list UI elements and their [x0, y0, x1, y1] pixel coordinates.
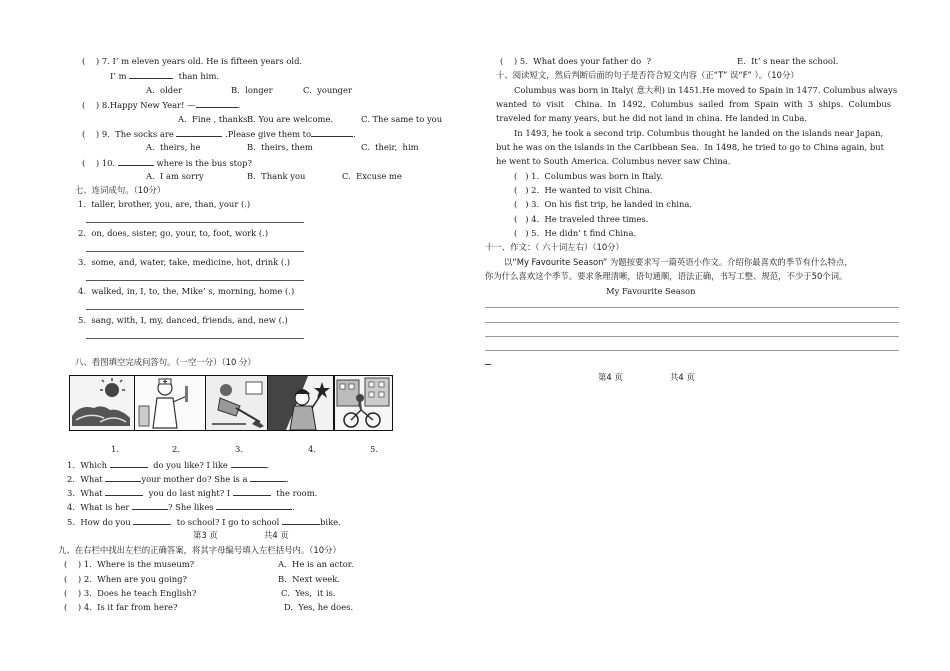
q7-stem: ( ) 7. I’ m eleven years old. He is fifteen years old. — [82, 56, 303, 66]
sec9-a3: C. Yes, it is. — [281, 588, 336, 598]
sec8-q1-c: . — [266, 460, 270, 470]
footer-total-3: 共4 页 — [264, 530, 289, 540]
q7-opt-b: B. longer — [231, 85, 273, 95]
pic-num-3: 3. — [235, 444, 243, 454]
footer-total-4: 共4 页 — [670, 372, 695, 382]
q8-blank[interactable] — [196, 98, 238, 108]
essay-line-5[interactable] — [485, 364, 491, 365]
pic-num-2: 2. — [172, 444, 180, 454]
sec7-item-4: 4. walked, in, I, to, the, Mike’ s, morning, home (.) — [78, 286, 295, 296]
sec10-para-5: but he was on the islands in the Caribbean Sea. In 1498, he tried to go to China again, but — [496, 142, 884, 152]
sec9-a1: A. He is an actor. — [278, 559, 354, 569]
sec8-q5 — [67, 515, 341, 528]
footer-page-4: 第4 页 — [598, 372, 623, 382]
q10-opt-c: C. Excuse me — [342, 171, 402, 181]
sec9-q5: ( ) 5. What does your father do ? — [500, 56, 652, 66]
sec7-item-1: 1. taller, brother, you, are, than, your (.) — [78, 199, 251, 209]
picture-4-singing-girl — [267, 375, 334, 431]
q9-blank-1[interactable] — [176, 127, 222, 137]
sec9-q1: ( ) 1. Where is the museum? — [64, 559, 195, 569]
sec9-a5: E. It’ s near the school. — [737, 56, 839, 66]
q10-stem-b: where is the bus stop? — [156, 158, 252, 168]
essay-line-3[interactable] — [485, 336, 899, 337]
sec10-item-3: ( ) 3. On his fist trip, he landed in china. — [514, 199, 693, 209]
sec8-q1 — [67, 458, 269, 471]
q8-opt-a: A. Fine , thanks. — [178, 114, 251, 124]
q10-stem-a: ( ) 10. — [82, 158, 116, 168]
q9-opt-a: A. theirs, he — [146, 142, 201, 152]
essay-line-2[interactable] — [485, 322, 899, 323]
sec9-a2: B. Next week. — [278, 574, 340, 584]
sec8-q4 — [67, 500, 295, 513]
sec8-q1-a: 1. Which — [67, 460, 108, 470]
sec8-q3-a: 3. What — [67, 488, 103, 498]
sec9-q2: ( ) 2. When are you going? — [64, 574, 187, 584]
q7-line2 — [110, 69, 219, 82]
sec8-q3-blank-2[interactable] — [233, 486, 271, 496]
sec8-q2-blank-2[interactable] — [250, 472, 286, 482]
q8-opt-c: C. The same to you — [361, 114, 443, 124]
sec8-q2 — [67, 472, 289, 485]
sec10-para-1: Columbus was born in Italy( 意大利) in 1451.He moved to Spain in 1477. Columbus always — [514, 85, 898, 95]
sec7-title: 七、连词成句。（10分） — [75, 185, 166, 195]
pic-num-4: 4. — [308, 444, 316, 454]
sec7-item-5: 5. sang, with, I, my, danced, friends, and, new (.) — [78, 315, 288, 325]
sec11-desc-2: 你为什么喜欢这个季节。要求条理清晰，语句通顺，语法正确，书写工整、规范，不少于50个词。 — [485, 271, 848, 281]
essay-line-1[interactable] — [485, 307, 899, 308]
sec10-item-5: ( ) 5. He didn’ t find China. — [514, 228, 637, 238]
q9-stem-a: ( ) 9. The socks are — [82, 129, 174, 139]
sec10-para-2: wanted to visit China. In 1492, Columbus sailed from Spain with 3 ships. Columbus — [496, 99, 892, 109]
sec8-q3-b: you do last night? I — [148, 488, 231, 498]
q7-line2a: I’ m — [110, 71, 127, 81]
sec8-q4-b: ? She likes — [168, 502, 214, 512]
sec8-q2-c: . — [286, 474, 289, 484]
sec8-q5-c: bike. — [320, 517, 341, 527]
picture-2-nurse — [134, 375, 206, 431]
sec8-q4-a: 4. What is her — [67, 502, 130, 512]
q9-opt-c: C. their, him — [361, 142, 419, 152]
picture-5-bike — [334, 375, 393, 431]
sec8-q1-blank-1[interactable] — [110, 458, 148, 468]
essay-line-4[interactable] — [485, 350, 899, 351]
q10-opt-b: B. Thank you — [247, 171, 306, 181]
sec7-answer-line-1[interactable] — [86, 222, 304, 223]
sec8-q3 — [67, 486, 317, 499]
q9-blank-2[interactable] — [311, 127, 353, 137]
sec7-answer-line-4[interactable] — [86, 309, 304, 310]
sec8-q5-blank-1[interactable] — [133, 515, 171, 525]
sec10-item-1: ( ) 1. Columbus was born in Italy. — [514, 171, 663, 181]
sec8-q2-b: your mother do? She is a — [141, 474, 248, 484]
essay-title: My Favourite Season — [606, 286, 696, 296]
sec8-q3-blank-1[interactable] — [105, 486, 143, 496]
sec11-title: 十一、作文：（ 六十词左右）（10分） — [485, 242, 624, 252]
q7-opt-a: A. older — [146, 85, 183, 95]
sec9-a4: D. Yes, he does. — [284, 602, 354, 612]
sec7-item-3: 3. some, and, water, take, medicine, hot, drink (.) — [78, 257, 291, 267]
sec8-q2-a: 2. What — [67, 474, 103, 484]
sec8-q5-blank-2[interactable] — [282, 515, 320, 525]
sec9-title: 九、在右栏中找出左栏的正确答案，将其字母编号填入左栏括号内。（10分） — [58, 545, 341, 555]
q8-opt-b: B. You are welcome. — [247, 114, 334, 124]
sec8-q5-a: 5. How do you — [67, 517, 131, 527]
sec8-q2-blank-1[interactable] — [105, 472, 141, 482]
sec10-item-2: ( ) 2. He wanted to visit China. — [514, 185, 653, 195]
sec7-answer-line-2[interactable] — [86, 251, 304, 252]
q10-stem-line — [82, 156, 252, 169]
q10-opt-a: A. I am sorry — [146, 171, 204, 181]
sec7-answer-line-5[interactable] — [86, 338, 304, 339]
sec11-desc-1: 以“My Favourite Season” 为题按要求写一篇英语小作文。介绍你最喜欢的季节有什么特点， — [504, 257, 853, 267]
pic-num-1: 1. — [111, 444, 119, 454]
sec8-q5-b: to school? I go to school — [176, 517, 280, 527]
sec10-title: 十、阅读短文，然后判断后面的句子是否符合短文内容（正“T” 误“F” ）。（10分） — [496, 70, 799, 80]
sec8-q4-blank-1[interactable] — [132, 500, 168, 510]
q8-stem-line: ( ) 8.Happy New Year! — . — [82, 100, 241, 110]
picture-3-cleaning — [205, 375, 268, 431]
q8-stem: ( ) 8.Happy New Year! — — [82, 100, 196, 110]
q7-opt-c: C. younger — [303, 85, 352, 95]
sec10-para-6: he went to South America. Columbus never saw China. — [496, 156, 731, 166]
q7-blank[interactable] — [129, 69, 173, 79]
page-4 — [475, 0, 950, 671]
sec8-q4-blank-2[interactable] — [216, 500, 292, 510]
sec10-para-4: In 1493, he took a second trip. Columbus thought he landed on the islands near Japan, — [514, 128, 884, 138]
sec8-title: 八、看图填空完成问答句。（一空一分）（10 分） — [75, 357, 256, 367]
sec8-q1-b: do you like? I like — [153, 460, 228, 470]
sec9-q3: ( ) 3. Does he teach English? — [64, 588, 197, 598]
sec7-item-2: 2. on, does, sister, go, your, to, foot, work (.) — [78, 228, 269, 238]
sec8-q3-c: the room. — [276, 488, 318, 498]
sec7-answer-line-3[interactable] — [86, 280, 304, 281]
sec10-para-3: traveled for many years, but he did not land in china. He landed in Cuba. — [496, 113, 808, 123]
sec8-q4-c: . — [292, 502, 295, 512]
sec8-q1-blank-2[interactable] — [231, 458, 267, 468]
sec10-item-4: ( ) 4. He traveled three times. — [514, 214, 649, 224]
picture-1-shoes — [69, 375, 135, 431]
footer-page-3: 第3 页 — [193, 530, 218, 540]
q7-line2b: than him. — [178, 71, 220, 81]
q9-stem-line: ( ) 9. The socks are .Please give them to . — [82, 129, 356, 139]
sec9-q4: ( ) 4. Is it far from here? — [64, 602, 178, 612]
q10-blank[interactable] — [118, 156, 154, 166]
q9-stem-b: .Please give them to — [225, 129, 312, 139]
q9-opt-b: B. theirs, them — [247, 142, 313, 152]
pic-num-5: 5. — [370, 444, 378, 454]
